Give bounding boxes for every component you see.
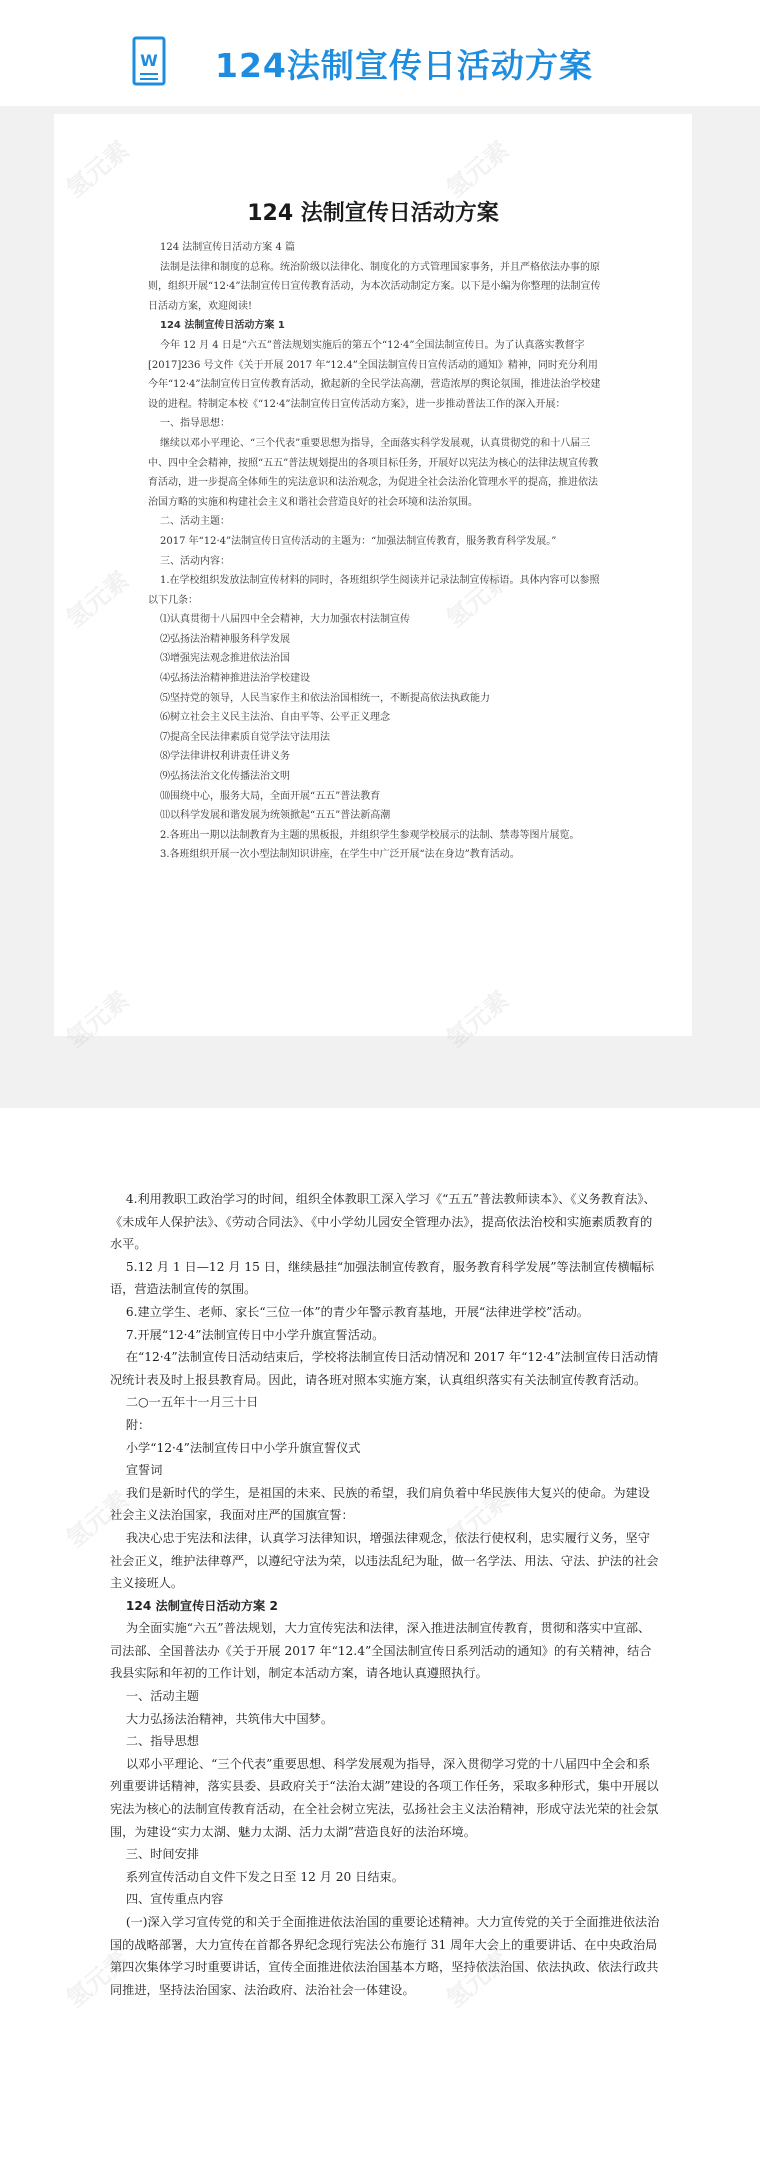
paragraph: 二○一五年十一月三十日	[125, 1395, 259, 1410]
paragraph: ⑾以科学发展和谐发展为统领掀起“五五”普法新高潮	[160, 810, 391, 822]
document-page-2	[0, 1108, 760, 2178]
paragraph: 4.利用教职工政治学习的时间，组织全体教职工深入学习《“五五”普法教师读本》、《义务教育法》、《未成年人保护法》、《劳动合同法》、《中小学幼儿园安全管理办法》，提高依法治校和实施素质教育的水平。	[110, 1192, 656, 1252]
paragraph: ⑺提高全民法律素质自觉学法守法用法	[160, 731, 330, 743]
paragraph: ⑼弘扬法治文化传播法治文明	[160, 771, 290, 783]
paragraph: 我决心忠于宪法和法律，认真学习法律知识，增强法律观念，依法行使权利，忠实履行义务，坚守社会正义，维护法律尊严，以遵纪守法为荣，以违法乱纪为耻，做一名学法、用法、守法、护法的社会主义接班人。	[110, 1530, 659, 1591]
paragraph: 以邓小平理论、“三个代表”重要思想、科学发展观为指导，深入贯彻学习党的十八届四中全会和系列重要讲话精神，落实县委、县政府关于“法治太湖”建设的各项工作任务，采取多种形式，集中开展以宪法为核心的法制宣传教育活动，在全社会树立宪法，弘扬社会主义法治精神，形成守法光荣的社会氛围，为建设“实力太湖、魅力太湖、活力太湖”营造良好的法治环境。	[110, 1756, 659, 1839]
paragraph: ⑸坚持党的领导，人民当家作主和依法治国相统一，不断提高依法执政能力	[160, 692, 490, 704]
header-title: 124法制宣传日活动方案	[215, 46, 593, 85]
svg-text:W: W	[140, 51, 158, 70]
paragraph: 一、指导思想：	[160, 418, 230, 430]
paragraph: 3.各班组织开展一次小型法制知识讲座，在学生中广泛开展“法在身边”教育活动。	[160, 849, 520, 861]
paragraph: 为全面实施“六五”普法规划，大力宣传宪法和法律，深入推进法制宣传教育，贯彻和落实中宣部、司法部、全国普法办《关于开展 2017 年“12.4”全国法制宣传日系列活动的通知》的有关精神，结合我县实际和年初的工作计划，制定本活动方案，请各地认真遵照执行。	[110, 1621, 652, 1681]
paragraph: ⑴认真贯彻十八届四中全会精神，大力加强农村法制宣传	[160, 614, 410, 626]
paragraph: 三、活动内容：	[160, 555, 230, 567]
paragraph: 四、宣传重点内容	[125, 1892, 224, 1907]
paragraph: 一、活动主题	[125, 1689, 199, 1704]
paragraph: 5.12 月 1 日—12 月 15 日，继续悬挂“加强法制宣传教育，服务教育科学发展”等法制宣传横幅标语，营造法制宣传的氛围。	[110, 1259, 655, 1297]
paragraph: ⑹树立社会主义民主法治、自由平等、公平正义理念	[160, 712, 390, 724]
paragraph: 大力弘扬法治精神，共筑伟大中国梦。	[125, 1711, 334, 1726]
paragraph: (一)深入学习宣传党的和关于全面推进依法治国的重要论述精神。大力宣传党的关于全面推进依法治国的战略部署，大力宣传在首都各界纪念现行宪法公布施行 31 周年大会上的重要讲话、在中央政治局第四次集体学习时重要讲话，宣传全面推进依法治国基本方略，坚持依法治国、依法执政、依法行政共同推进，坚持法治国家、法治政府、法治社会一体建设。	[110, 1915, 660, 1997]
paragraph: ⑶增强宪法观念推进依法治国	[160, 653, 290, 665]
paragraph: 1.在学校组织发放法制宣传材料的同时，各班组织学生阅读并记录法制宣传标语。具体内容可以参照以下几条：	[148, 575, 600, 606]
paragraph: ⑻学法律讲权利讲责任讲义务	[160, 751, 290, 763]
paragraph: 二、活动主题：	[160, 516, 230, 528]
paragraph: ⑷弘扬法治精神推进法治学校建设	[160, 673, 310, 685]
paragraph: 小学“12·4”法制宣传日中小学升旗宣誓仪式	[125, 1440, 361, 1455]
paragraph: 今年 12 月 4 日是“六五”普法规划实施后的第五个“12·4”全国法制宣传日。为了认真落实教督字[2017]236 号文件《关于开展 2017 年“12.4”全国法制宣传日宣传活动的通知》精神，同时充分利用今年“12·4”法制宣传日宣传教育活动，掀起新的全民学法高潮，营造浓厚的舆论氛围，推进法治学校建设的进程。特制定本校《“12·4”法制宣传日宣传活动方案》，进一步推动普法工作的深入开展：	[148, 339, 601, 410]
page-title: 124 法制宣传日活动方案	[247, 201, 499, 226]
paragraph: 124 法制宣传日活动方案 1	[160, 320, 285, 332]
paragraph: 2.各班出一期以法制教育为主题的黑板报，并组织学生参观学校展示的法制、禁毒等图片展览。	[160, 829, 580, 841]
page-2-body	[110, 1188, 662, 2001]
paragraph: 2017 年“12·4”法制宣传日宣传活动的主题为：“加强法制宣传教育，服务教育科学发展。”	[160, 535, 557, 547]
paragraph: 6.建立学生、老师、家长“三位一体”的青少年警示教育基地，开展“法律进学校”活动。	[125, 1304, 589, 1319]
paragraph: 继续以邓小平理论、“三个代表”重要思想为指导，全面落实科学发展观，认真贯彻党的和十八届三中、四中全会精神，按照“五五”普法规划提出的各项目标任务，开展好以宪法为核心的法律法规宣传教育活动，进一步提高全体师生的宪法意识和法治观念，为促进全社会法治化管理水平的提高，推进依法治国方略的实施和构建社会主义和谐社会营造良好的社会环境和法治氛围。	[148, 437, 599, 508]
paragraph: 124 法制宣传日活动方案 4 篇	[160, 242, 295, 253]
paragraph: 我们是新时代的学生，是祖国的未来、民族的希望，我们肩负着中华民族伟大复兴的使命。为建设社会主义法治国家，我面对庄严的国旗宣誓：	[110, 1485, 650, 1523]
paragraph: ⑵弘扬法治精神服务科学发展	[160, 633, 290, 645]
paragraph: 宣誓词	[125, 1463, 163, 1478]
paragraph: 系列宣传活动自文件下发之日至 12 月 20 日结束。	[125, 1869, 404, 1884]
paragraph: 附：	[125, 1417, 151, 1432]
document-page-1	[54, 114, 692, 1036]
paragraph: 法制是法律和制度的总称。统治阶级以法律化、制度化的方式管理国家事务，并且严格依法办事的原则，组织开展“12·4”法制宣传日宣传教育活动，为本次活动制定方案。以下是小编为你整理的法制宣传日活动方案，欢迎阅读!	[148, 261, 601, 312]
paragraph: 二、指导思想	[125, 1734, 199, 1749]
paragraph: 124 法制宣传日活动方案 2	[125, 1598, 278, 1613]
paragraph: ⑽围绕中心，服务大局，全面开展“五五”普法教育	[160, 790, 381, 802]
word-document-icon	[132, 36, 166, 86]
paragraph: 7.开展“12·4”法制宣传日中小学升旗宣誓活动。	[125, 1327, 385, 1342]
page-1-body	[148, 238, 604, 865]
paragraph: 在“12·4”法制宣传日活动结束后，学校将法制宣传日活动情况和 2017 年“12·4”法制宣传日活动情况统计表及时上报县教育局。因此，请各班对照本实施方案，认真组织落实有关法制宣传教育活动。	[110, 1350, 659, 1387]
paragraph: 三、时间安排	[125, 1847, 199, 1862]
